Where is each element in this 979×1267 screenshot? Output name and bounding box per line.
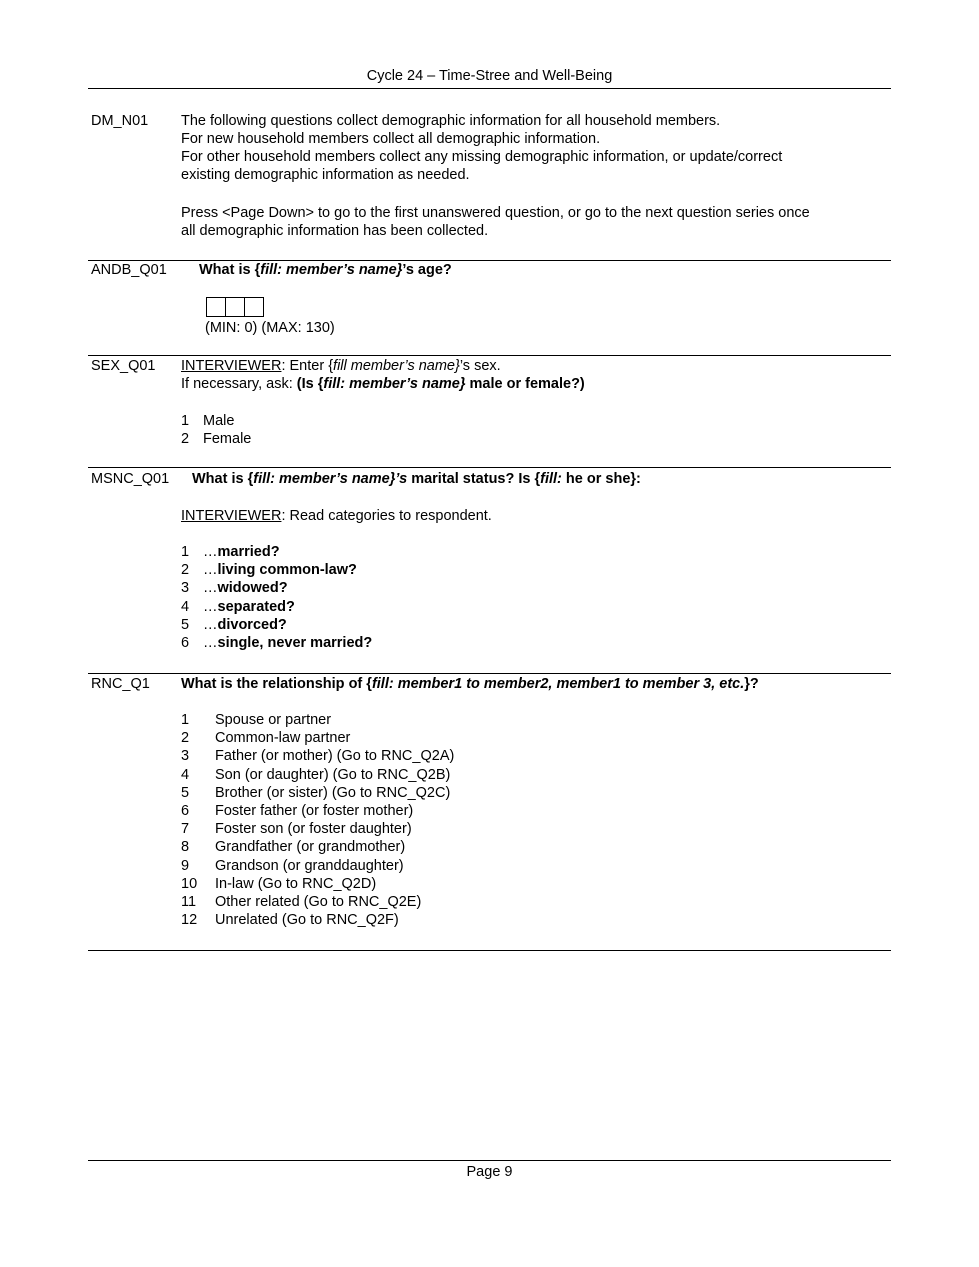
age-digit-box-1[interactable] bbox=[206, 297, 226, 317]
dm-n01-code: DM_N01 bbox=[91, 113, 149, 129]
list-item[interactable]: 1 …married? bbox=[181, 544, 280, 560]
list-item[interactable]: 4 …separated? bbox=[181, 598, 295, 615]
sex-q01-question: If necessary, ask: (Is {fill: member’s name} male or female?) bbox=[181, 376, 585, 392]
list-item[interactable]: 9 Grandson (or granddaughter) bbox=[181, 857, 404, 874]
list-item[interactable]: 1 Male bbox=[181, 413, 235, 429]
section-rule bbox=[88, 673, 891, 674]
sex-q01-options bbox=[181, 412, 251, 448]
footer-rule bbox=[88, 1160, 891, 1161]
age-digit-box-3[interactable] bbox=[244, 297, 264, 317]
sex-q01-code: SEX_Q01 bbox=[91, 358, 156, 374]
msnc-q01-question: What is {fill: member’s name}’s marital status? Is {fill: he or she}: bbox=[192, 471, 641, 487]
list-item[interactable]: 2 Common-law partner bbox=[181, 730, 351, 747]
age-digit-box-2[interactable] bbox=[225, 297, 245, 317]
list-item[interactable]: 12 Unrelated (Go to RNC_Q2F) bbox=[181, 912, 399, 929]
list-item[interactable]: 11 Other related (Go to RNC_Q2E) bbox=[181, 894, 422, 911]
dm-n01-press-line-1: Press <Page Down> to go to the first unanswered question, or go to the next question series once bbox=[181, 205, 810, 221]
list-item[interactable]: 5 …divorced? bbox=[181, 616, 287, 633]
age-input-boxes[interactable] bbox=[206, 297, 263, 317]
header-rule bbox=[88, 88, 891, 89]
msnc-q01-options bbox=[181, 543, 372, 652]
msnc-q01-interviewer-note: INTERVIEWER: Read categories to respondent. bbox=[181, 508, 492, 524]
page-header-title: Cycle 24 – Time-Stree and Well-Being bbox=[366, 68, 613, 84]
rnc-q1-options bbox=[181, 711, 454, 929]
dm-n01-line-4: existing demographic information as needed. bbox=[181, 167, 470, 183]
section-rule bbox=[88, 467, 891, 468]
andb-q01-code: ANDB_Q01 bbox=[91, 262, 167, 278]
dm-n01-line-1: The following questions collect demographic information for all household members. bbox=[181, 113, 721, 129]
sex-q01-instruction: INTERVIEWER: Enter {fill member’s name}’s sex. bbox=[181, 358, 501, 374]
rnc-q1-question: What is the relationship of {fill: member1 to member2, member1 to member 3, etc.}? bbox=[181, 676, 759, 692]
list-item[interactable]: 3 …widowed? bbox=[181, 580, 288, 597]
list-item[interactable]: 10 In-law (Go to RNC_Q2D) bbox=[181, 875, 377, 892]
list-item[interactable]: 2 Female bbox=[181, 431, 252, 448]
dm-n01-line-2: For new household members collect all demographic information. bbox=[181, 131, 601, 147]
list-item[interactable]: 6 Foster father (or foster mother) bbox=[181, 803, 414, 820]
andb-q01-question: What is {fill: member’s name}’s age? bbox=[199, 262, 452, 278]
list-item[interactable]: 6 …single, never married? bbox=[181, 635, 373, 652]
page-number: Page 9 bbox=[466, 1164, 513, 1180]
list-item[interactable]: 3 Father (or mother) (Go to RNC_Q2A) bbox=[181, 748, 455, 765]
section-rule bbox=[88, 355, 891, 356]
list-item[interactable]: 4 Son (or daughter) (Go to RNC_Q2B) bbox=[181, 766, 451, 783]
msnc-q01-code: MSNC_Q01 bbox=[91, 471, 170, 487]
dm-n01-press-line-2: all demographic information has been collected. bbox=[181, 223, 489, 239]
dm-n01-line-3: For other household members collect any missing demographic information, or update/correct bbox=[181, 149, 783, 165]
andb-q01-range: (MIN: 0) (MAX: 130) bbox=[205, 320, 335, 336]
section-rule bbox=[88, 950, 891, 951]
list-item[interactable]: 1 Spouse or partner bbox=[181, 712, 332, 728]
list-item[interactable]: 7 Foster son (or foster daughter) bbox=[181, 821, 412, 838]
rnc-q1-code: RNC_Q1 bbox=[91, 676, 150, 692]
list-item[interactable]: 2 …living common-law? bbox=[181, 562, 357, 579]
list-item[interactable]: 5 Brother (or sister) (Go to RNC_Q2C) bbox=[181, 784, 451, 801]
list-item[interactable]: 8 Grandfather (or grandmother) bbox=[181, 839, 406, 856]
